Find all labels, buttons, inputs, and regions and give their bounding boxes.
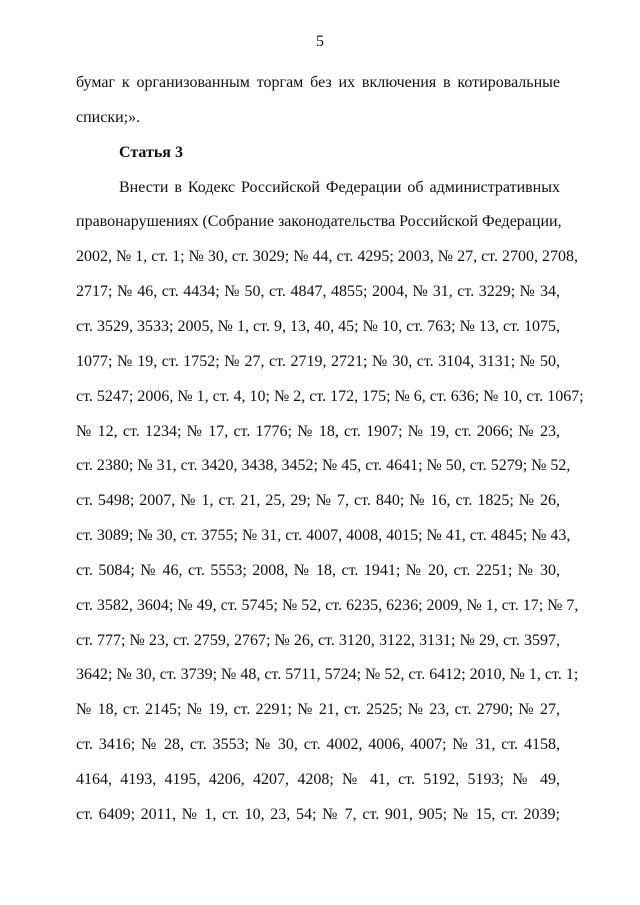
article-line: № 12, ст. 1234; № 17, ст. 1776; № 18, ст. 1907; № 19, ст. 2066; № 23, — [76, 423, 560, 440]
article-line: ст. 5084; № 46, ст. 5553; 2008, № 18, ст. 1941; № 20, ст. 2251; № 30, — [76, 562, 560, 579]
article-line: № 18, ст. 2145; № 19, ст. 2291; № 21, ст. 2525; № 23, ст. 2790; № 27, — [76, 701, 560, 718]
article-line: ст. 2380; № 31, ст. 3420, 3438, 3452; № 45, ст. 4641; № 50, ст. 5279; № 52, — [76, 457, 571, 474]
intro-line: списки;». — [76, 109, 141, 126]
article-line: ст. 3416; № 28, ст. 3553; № 30, ст. 4002, 4006, 4007; № 31, ст. 4158, — [76, 736, 560, 753]
article-line: ст. 3582, 3604; № 49, ст. 5745; № 52, ст. 6235, 6236; 2009, № 1, ст. 17; № 7, — [76, 597, 579, 614]
article-line: ст. 5247; 2006, № 1, ст. 4, 10; № 2, ст. 172, 175; № 6, ст. 636; № 10, ст. 1067; — [76, 388, 584, 405]
article-line: 2717; № 46, ст. 4434; № 50, ст. 4847, 4855; 2004, № 31, ст. 3229; № 34, — [76, 283, 560, 300]
intro-line: бумаг к организованным торгам без их включения в котировальные — [76, 74, 560, 91]
article-line: 3642; № 30, ст. 3739; № 48, ст. 5711, 5724; № 52, ст. 6412; 2010, № 1, ст. 1; — [76, 666, 579, 683]
article-line: 2002, № 1, ст. 1; № 30, ст. 3029; № 44, ст. 4295; 2003, № 27, ст. 2700, 2708, — [76, 248, 578, 265]
article-line: Внести в Кодекс Российской Федерации об административных — [119, 179, 560, 196]
article-line: ст. 3089; № 30, ст. 3755; № 31, ст. 4007, 4008, 4015; № 41, ст. 4845; № 43, — [76, 527, 571, 544]
article-heading: Статья 3 — [119, 144, 183, 161]
article-line: 1077; № 19, ст. 1752; № 27, ст. 2719, 2721; № 30, ст. 3104, 3131; № 50, — [76, 353, 560, 370]
article-line: ст. 777; № 23, ст. 2759, 2767; № 26, ст. 3120, 3122, 3131; № 29, ст. 3597, — [76, 632, 560, 649]
article-line: ст. 3529, 3533; 2005, № 1, ст. 9, 13, 40, 45; № 10, ст. 763; № 13, ст. 1075, — [76, 318, 560, 335]
article-line: правонарушениях (Собрание законодательства Российской Федерации, — [76, 213, 562, 230]
article-line: 4164, 4193, 4195, 4206, 4207, 4208; № 41, ст. 5192, 5193; № 49, — [76, 771, 560, 788]
article-line: ст. 6409; 2011, № 1, ст. 10, 23, 54; № 7, ст. 901, 905; № 15, ст. 2039; — [76, 806, 560, 823]
article-line: ст. 5498; 2007, № 1, ст. 21, 25, 29; № 7, ст. 840; № 16, ст. 1825; № 26, — [76, 492, 560, 509]
page-number: 5 — [316, 33, 324, 50]
